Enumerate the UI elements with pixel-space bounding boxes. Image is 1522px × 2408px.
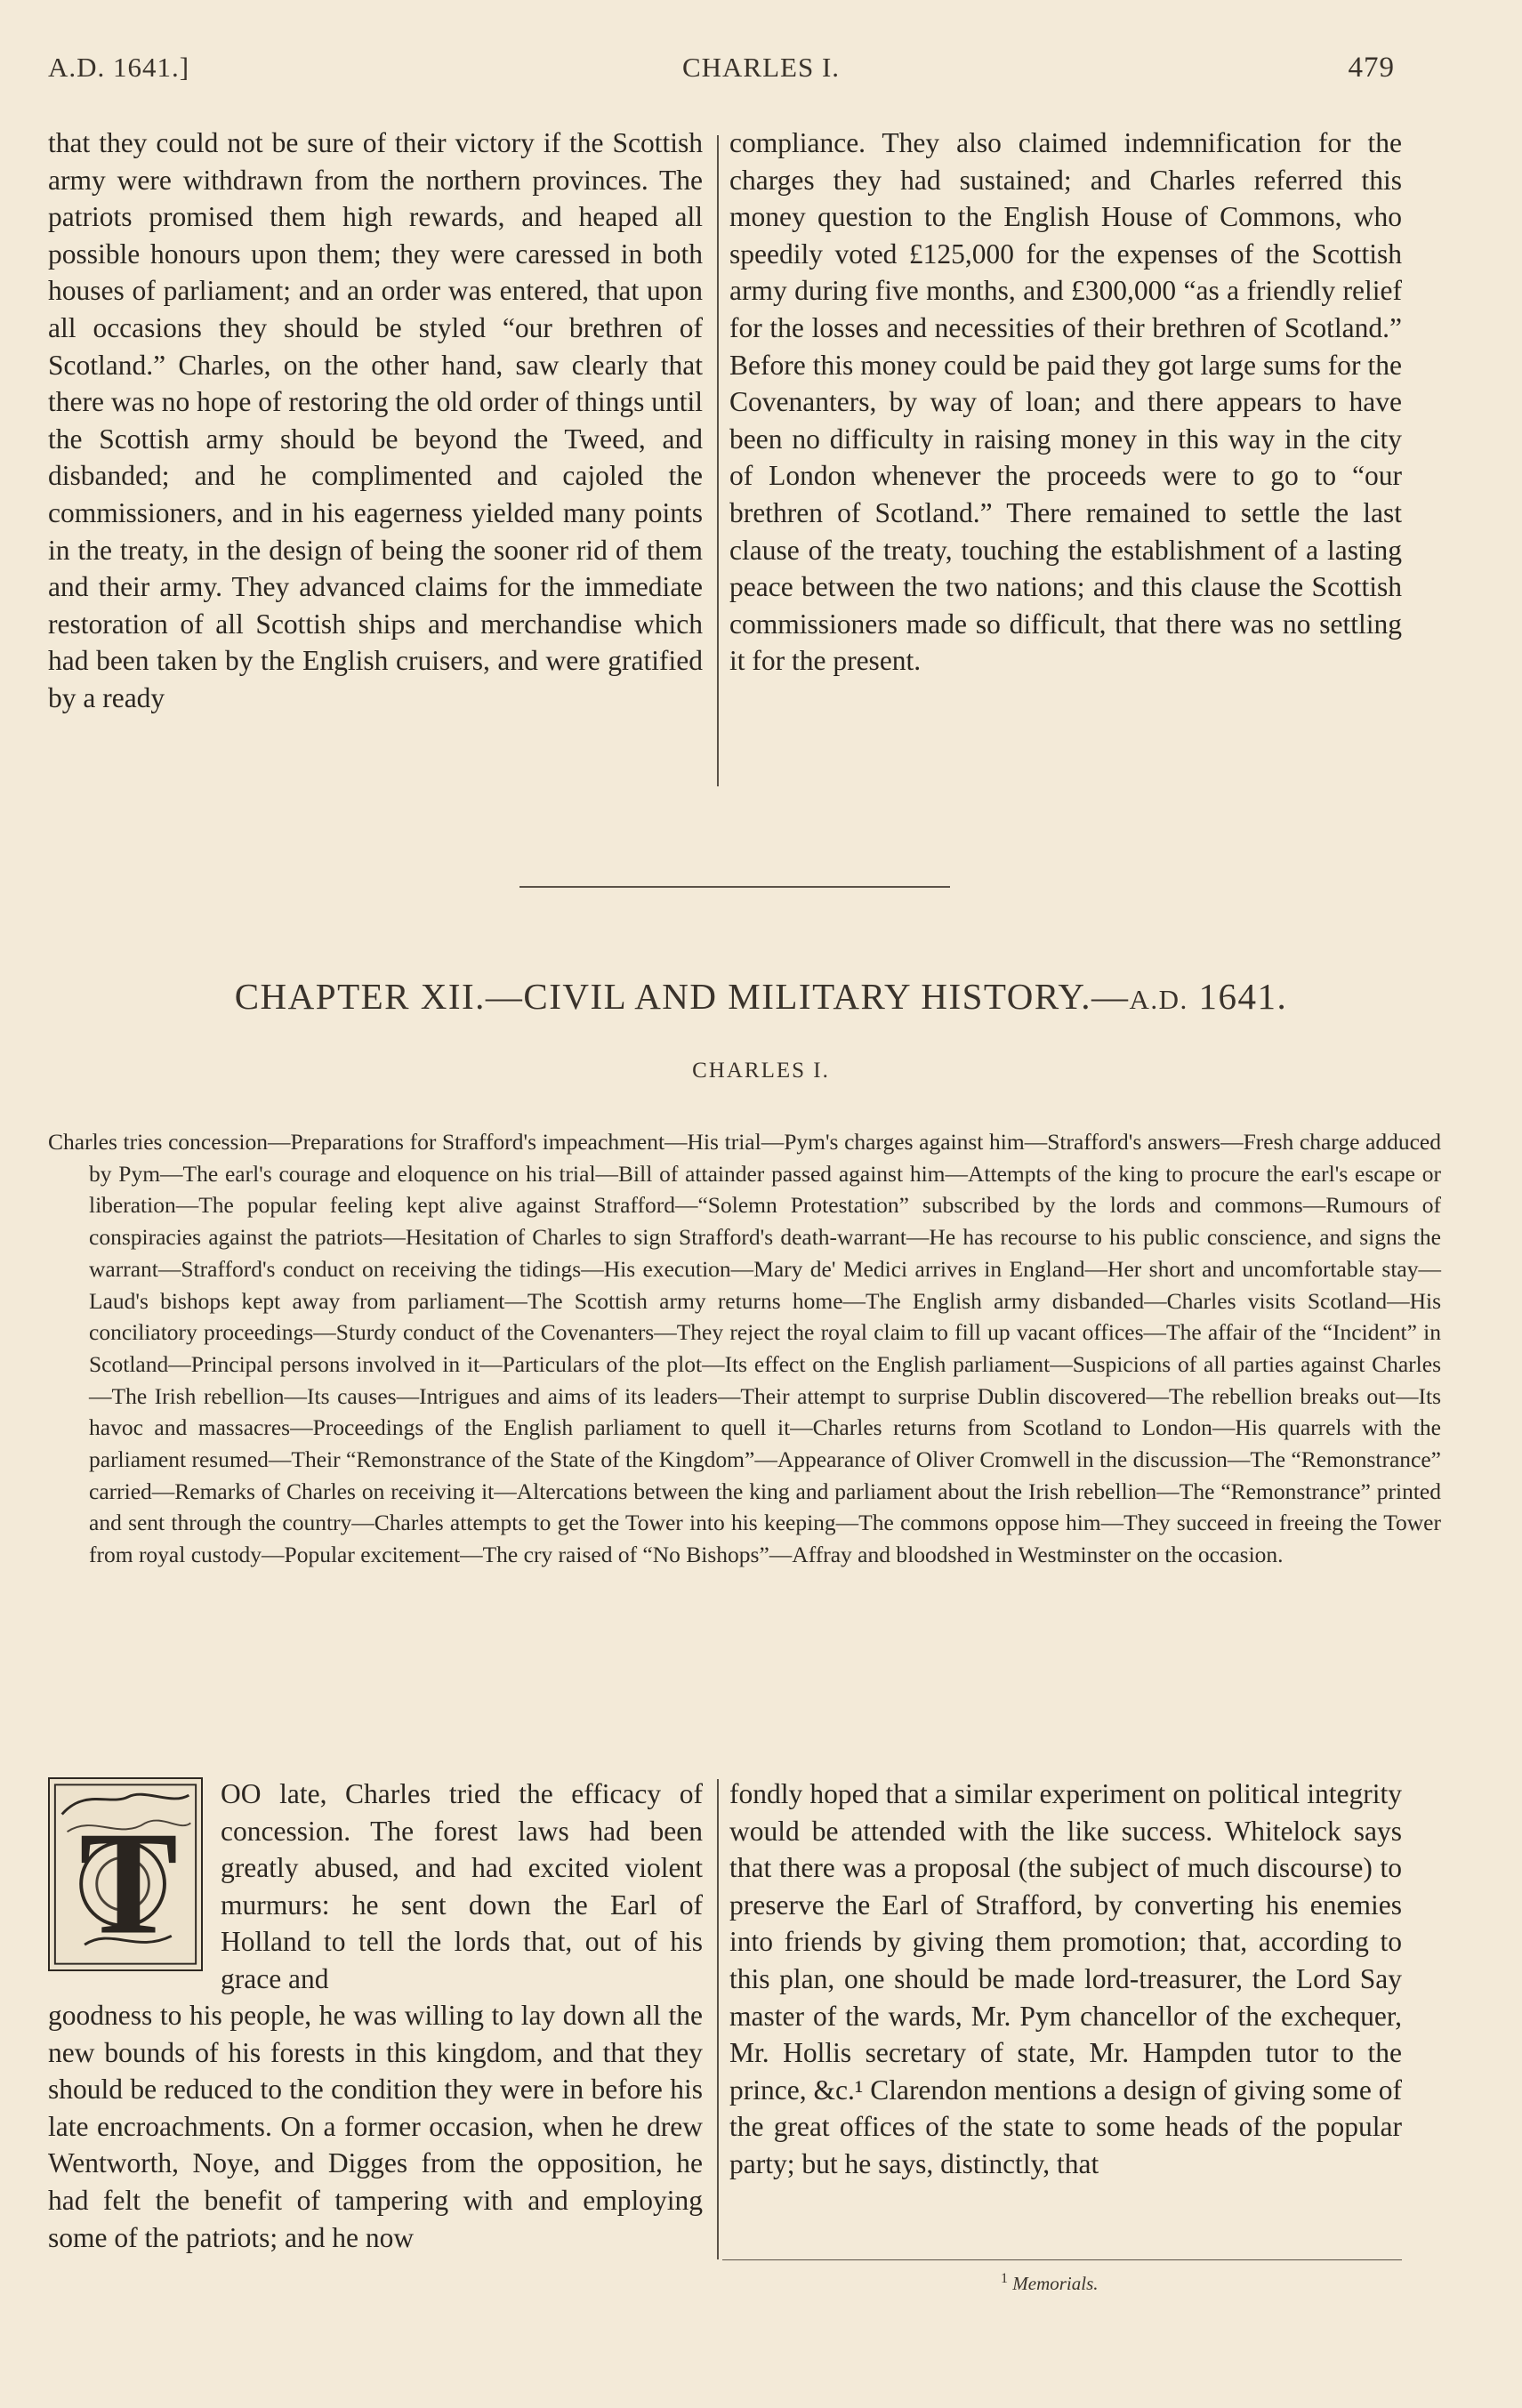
running-header-title: CHARLES I. (681, 52, 841, 83)
running-header-date: A.D. 1641.] (48, 52, 190, 83)
column-divider-body (717, 1779, 719, 2259)
chapter-date-year: 1641. (1198, 976, 1288, 1017)
top-right-paragraph: compliance. They also claimed indemnification for the charges they had sustained; and Charles referred this money question to the English House of Commons, who speedily voted £125,000 for the expenses of the Scottish army during five months, and £300,000 “as a friendly relief for the losses and necessities of their brethren of Scotland.” Before this money could be paid they got large sums for the Covenanters, by way of loan; and there appears to have been no difficulty in raising money in this way in the city of London whenever the proceeds were to go to “our brethren of Scotland.” There remained to settle the last clause of the treaty, touching the establishment of a lasting peace between the two nations; and this clause the Scottish commissioners made so difficult, that there was no settling it for the present. (729, 127, 1402, 677)
top-right-column (729, 125, 1402, 680)
footnote-text: Memorials. (1012, 2273, 1099, 2294)
body-left-first-paragraph: OO late, Charles tried the efficacy of concession. The forest laws had been greatly abused, and had excited violent murmurs: he sent down the Earl of Holland to tell the lords that, out of his grace and (221, 1778, 703, 1994)
body-left-column (48, 1997, 703, 2256)
body-right-column (729, 1776, 1402, 2183)
page-number: 479 (1348, 52, 1395, 84)
ornamental-drop-cap (48, 1777, 203, 1971)
body-right-paragraph: fondly hoped that a similar experiment on political integrity would be attended with the like success. Whitelock says that there was a proposal (the subject of much discourse) to preserve the Earl of Strafford, by converting his enemies into friends by giving them promotion; that, according to this plan, one should be made lord-treasurer, the Lord Say master of the wards, Mr. Pym chancellor of the exchequer, Mr. Hollis secretary of state, Mr. Hampden tutor to the prince, &c.¹ Clarendon mentions a design of giving some of the great offices of the state to some heads of the popular party; but he says, distinctly, that (729, 1778, 1402, 2179)
top-left-paragraph: that they could not be sure of their victory if the Scottish army were withdrawn from the northern provinces. The patriots promised them high rewards, and heaped all possible honours upon them; they were caressed in both houses of parliament; and an order was entered, that upon all occasions they should be styled “our brethren of Scotland.” Charles, on the other hand, saw clearly that there was no hope of restoring the old order of things until the Scottish army should be beyond the Tweed, and disbanded; and he complimented and cajoled the commissioners, and in his eagerness yielded many points in the treaty, in the design of being the sooner rid of them and their army. They advanced claims for the immediate restoration of all Scottish ships and merchandise which had been taken by the English cruisers, and were gratified by a ready (48, 127, 703, 713)
footnote (1001, 2271, 1099, 2295)
body-left-column-wrap (221, 1776, 703, 1998)
body-left-paragraph: goodness to his people, he was willing to lay down all the new bounds of his forests in this kingdom, and that they should be reduced to the condition they were in before his late encroachments. On a former occasion, when he drew Wentworth, Noye, and Digges from the opposition, he had felt the benefit of tampering with and employing some of the patriots; and he now (48, 2000, 703, 2253)
chapter-date-prefix: A.D. (1129, 984, 1188, 1015)
chapter-summary: Charles tries concession—Preparations for Strafford's impeachment—His trial—Pym's charges against him—Strafford's answers—Fresh charge adduced by Pym—The earl's courage and eloquence on his trial—Bill of attainder passed against him—Attempts of the king to procure the earl's escape or liberation—The popular feeling kept alive against Strafford—“Solemn Protestation” subscribed by the lords and commons—Rumours of conspiracies against the patriots—Hesitation of Charles to sign Strafford's death-warrant—He has recourse to his public conscience, and signs the warrant—Strafford's conduct on receiving the tidings—His execution—Mary de' Medici arrives in England—Her short and uncomfortable stay—Laud's bishops kept away from parliament—The Scottish army returns home—The English army disbanded—Charles visits Scotland—His conciliatory proceedings—Sturdy conduct of the Covenanters—They reject the royal claim to fill up vacant offices—The affair of the “Incident” in Scotland—Principal persons involved in it—Particulars of the plot—Its effect on the English parliament—Suspicions of all parties against Charles—The Irish rebellion—Its causes—Intrigues and aims of its leaders—Their attempt to surprise Dublin discovered—The rebellion breaks out—Its havoc and massacres—Proceedings of the English parliament to quell it—Charles returns from Scotland to London—His quarrels with the parliament resumed—Their “Remonstrance of the State of the Kingdom”—Appearance of Oliver Cromwell in the discussion—The “Remonstrance” carried—Remarks of Charles on receiving it—Altercations between the king and parliament about the Irish rebellion—The “Remonstrance” printed and sent through the country—Charles attempts to get the Tower into his keeping—The commons oppose him—They succeed in freeing the Tower from royal custody—Popular excitement—The cry raised of “No Bishops”—Affray and bloodshed in Westminster on the occasion. (48, 1129, 1441, 1568)
column-divider-top (717, 135, 719, 786)
drop-cap-letter: T (79, 1800, 178, 1965)
top-left-column (48, 125, 703, 717)
chapter-title-text: CHAPTER XII.—CIVIL AND MILITARY HISTORY.— (234, 976, 1130, 1017)
chapter-subtitle: CHARLES I. (692, 1059, 830, 1083)
footnote-marker: 1 (1001, 2271, 1008, 2286)
footnote-rule (722, 2259, 1402, 2260)
section-separator-rule (519, 886, 950, 888)
chapter-title (0, 975, 1522, 1018)
drop-cap-ornament-icon (50, 1779, 201, 1969)
